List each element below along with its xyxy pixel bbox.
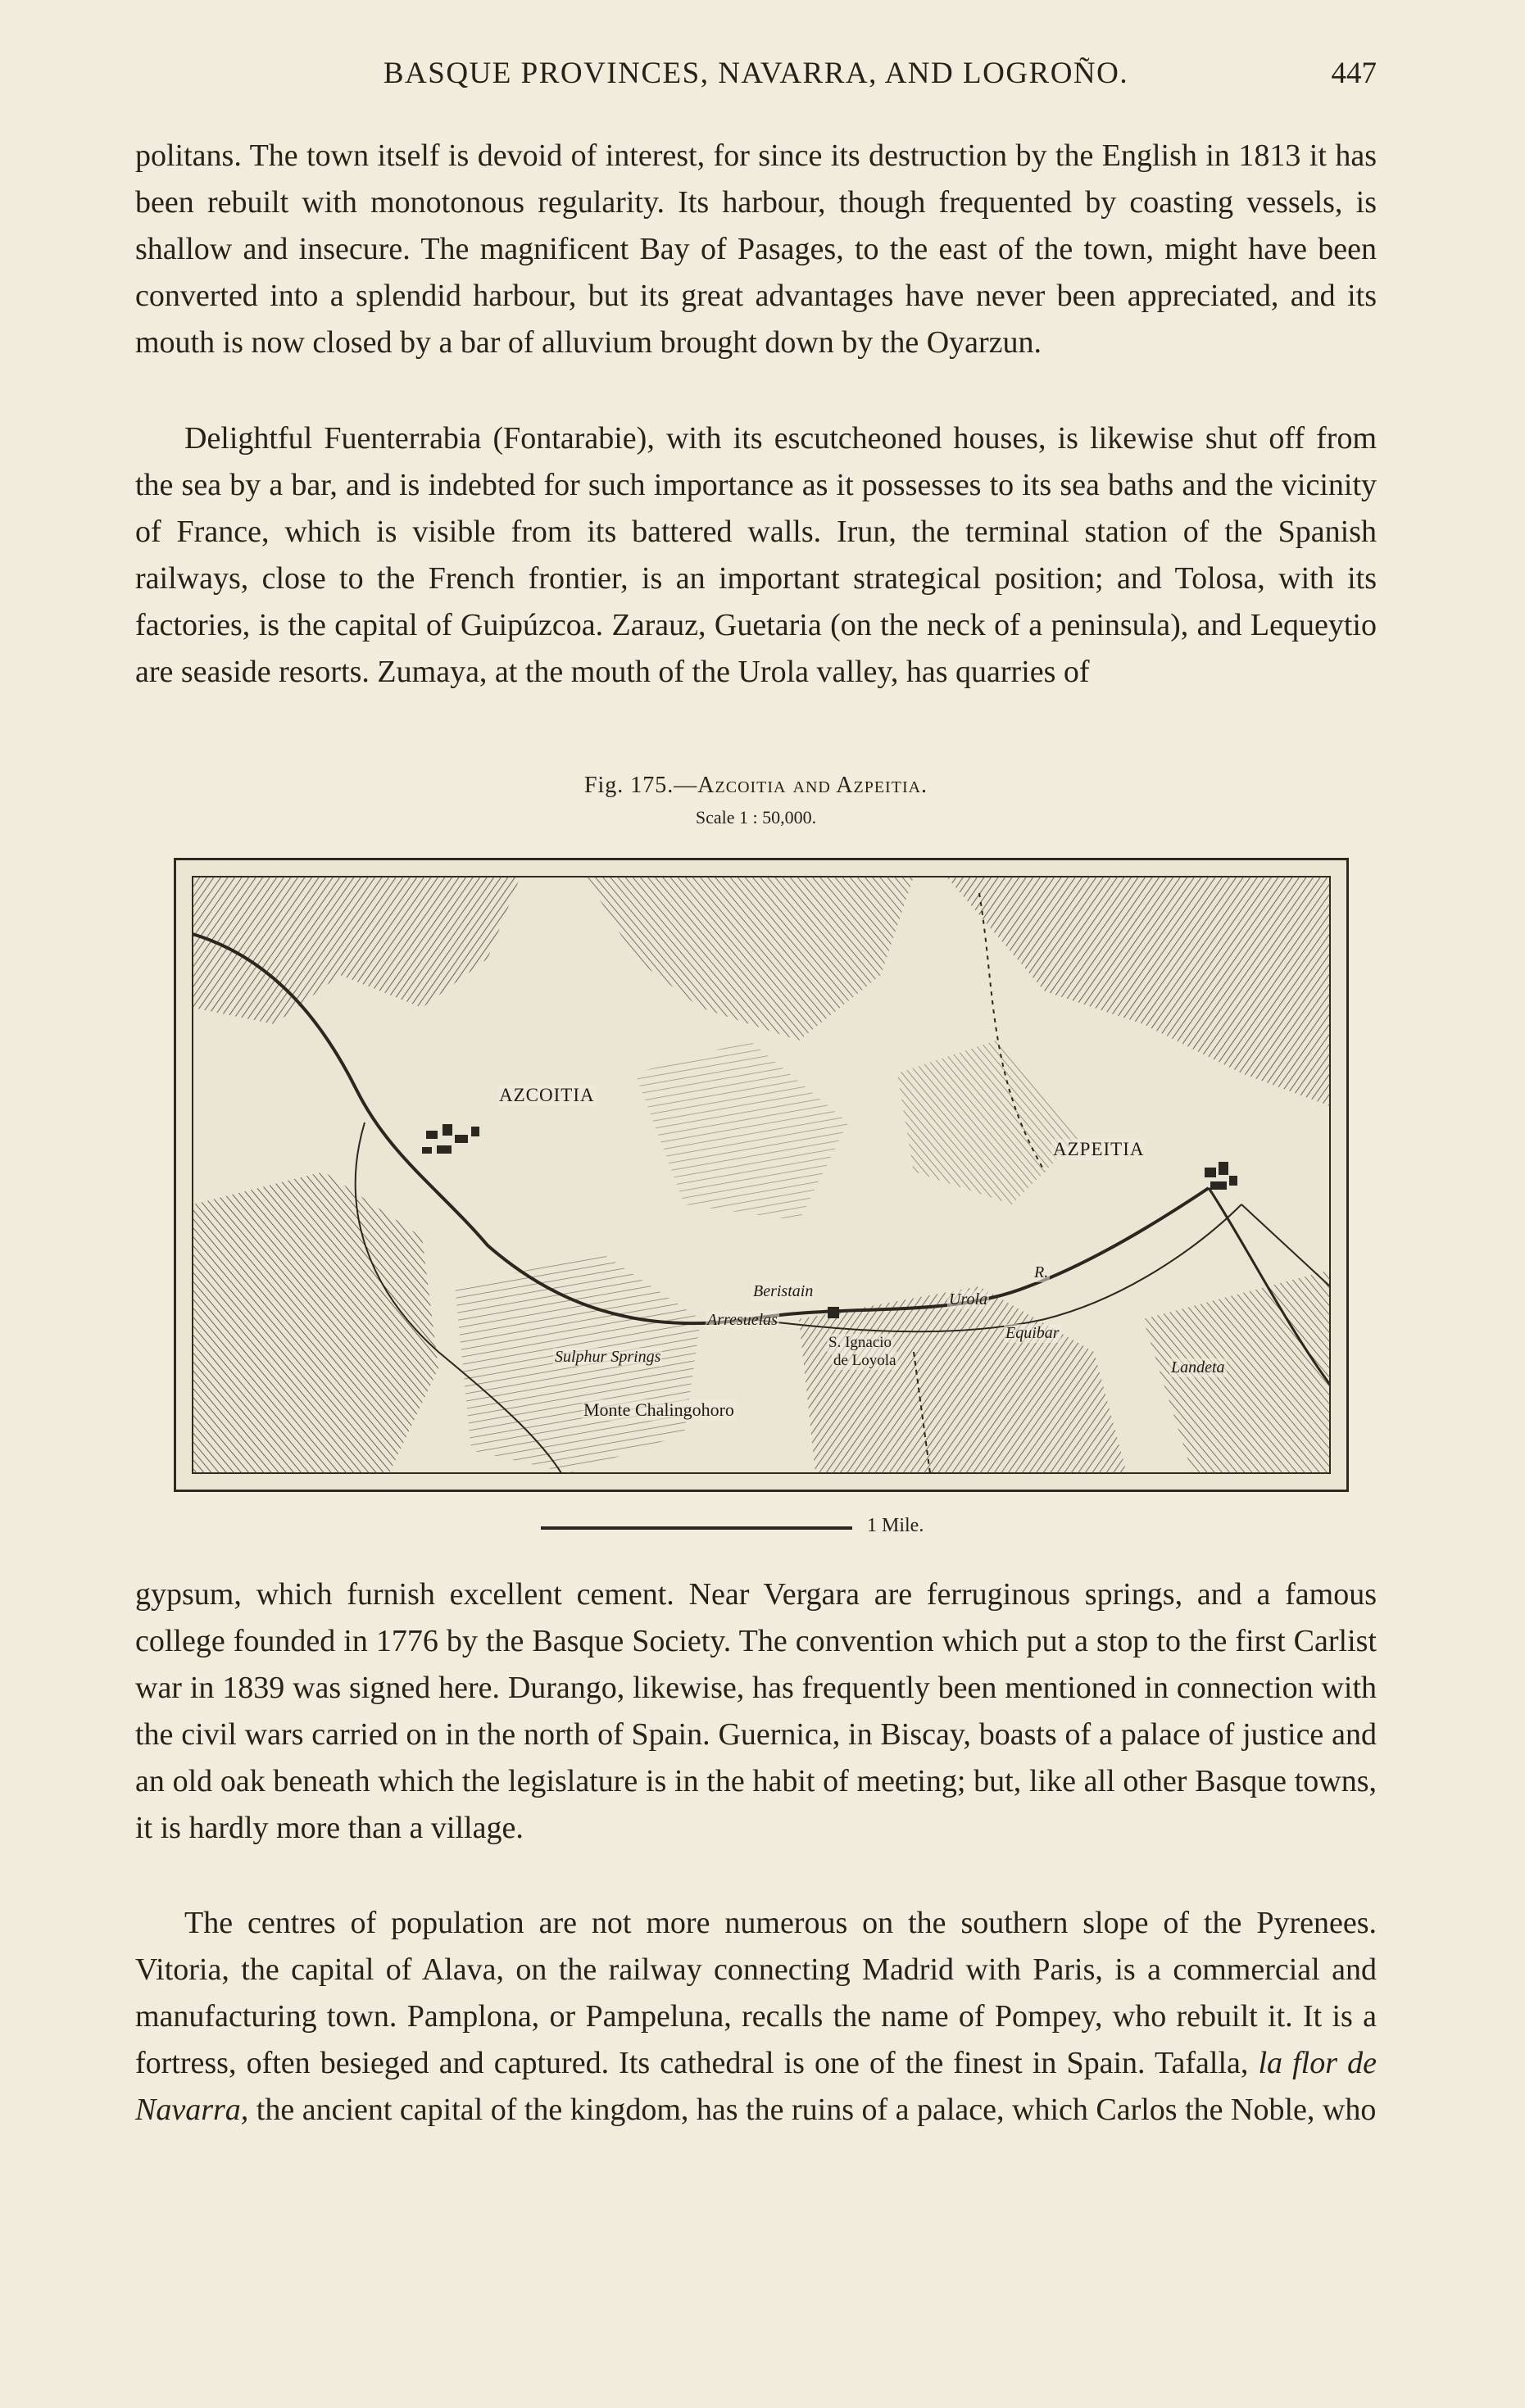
scale-bar-line <box>541 1526 852 1530</box>
map-label-st-ignacio-2: de Loyola <box>833 1352 896 1369</box>
figure-caption <box>135 773 1377 799</box>
map-figure <box>174 858 1349 1492</box>
map-label-equibar: Equibar <box>1005 1324 1060 1342</box>
running-title: BASQUE PROVINCES, NAVARRA, AND LOGROÑO. <box>383 57 1129 90</box>
figure-title: Azcoitia and Azpeitia. <box>697 773 928 798</box>
map-label-beristain: Beristain <box>753 1282 814 1300</box>
paragraph-4-part1: The centres of population are not more numerous on the southern slope of the Pyrenees. Vitoria, the capital of Alava, on the railway connecting Madrid with Paris, is a commercial and manufacturing town. Pamplona, or Pampeluna, recalls the name of Pompey, who rebuilt it. It is a fortress, often besieged and captured. Its cathedral is one of the finest in Spain. Tafalla, <box>135 1906 1377 2080</box>
map-label-sulphur-springs: Sulphur Springs <box>555 1348 661 1366</box>
figure-scale: Scale 1 : 50,000. <box>695 807 817 828</box>
paragraph-4-part2: the ancient capital of the kingdom, has the ruins of a palace, which Carlos the Noble, who <box>248 2093 1377 2127</box>
page-number: 447 <box>1331 57 1377 90</box>
map-engraving <box>176 860 1346 1490</box>
paragraph-4 <box>135 1900 1377 2134</box>
scale-bar-label: 1 Mile. <box>867 1515 924 1536</box>
scale-bar <box>541 1515 951 1540</box>
paragraph-3: gypsum, which furnish excellent cement. Near Vergara are ferruginous springs, and a famous college founded in 1776 by the Basque Society. The convention which put a stop to the first Carlist war in 1839 was signed here. Durango, likewise, has frequently been mentioned in connection with the civil wars carried on in the north of Spain. Guernica, in Biscay, boasts of a palace of justice and an old oak beneath which the legislature is in the habit of meeting; but, like all other Basque towns, it is hardly more than a village. <box>135 1577 1377 1845</box>
map-label-urola: Urola <box>949 1290 988 1308</box>
map-label-monte: Monte Chalingohoro <box>583 1399 734 1420</box>
paragraph-4-italic: la flor de Navarra, <box>135 2046 1377 2127</box>
paragraph-2: Delightful Fuenterrabia (Fontarabie), with its escutcheoned houses, is likewise shut off from the sea by a bar, and is indebted for such importance as it possesses to its sea baths and the vicinity of France, which is visible from its battered walls. Irun, the terminal station of the Spanish railways, close to the French frontier, is an important strategical position; and Tolosa, with its factories, is the capital of Guipúzcoa. Zarauz, Guetaria (on the neck of a peninsula), and Lequeytio are seaside resorts. Zumaya, at the mouth of the Urola valley, has quarries of <box>135 421 1377 689</box>
figure-number: Fig. 175.— <box>583 773 698 798</box>
map-label-st-ignacio-1: S. Ignacio <box>828 1334 892 1351</box>
paragraph-1: politans. The town itself is devoid of interest, for since its destruction by the English in 1813 it has been rebuilt with monotonous regularity. Its harbour, though frequented by coasting vessels, is shallow and insecure. The magnificent Bay of Pasages, to the east of the town, might have been converted into a splendid harbour, but its great advantages have never been appreciated, and its mouth is now closed by a bar of alluvium brought down by the Oyarzun. <box>135 138 1377 360</box>
map-label-arresuelas: Arresuelas <box>707 1311 778 1329</box>
map-label-azcoitia: AZCOITIA <box>499 1085 595 1105</box>
map-label-river-r: R. <box>1034 1263 1049 1281</box>
running-head <box>135 56 1377 105</box>
map-label-landeta: Landeta <box>1171 1358 1225 1376</box>
map-label-azpeitia: AZPEITIA <box>1053 1139 1145 1159</box>
